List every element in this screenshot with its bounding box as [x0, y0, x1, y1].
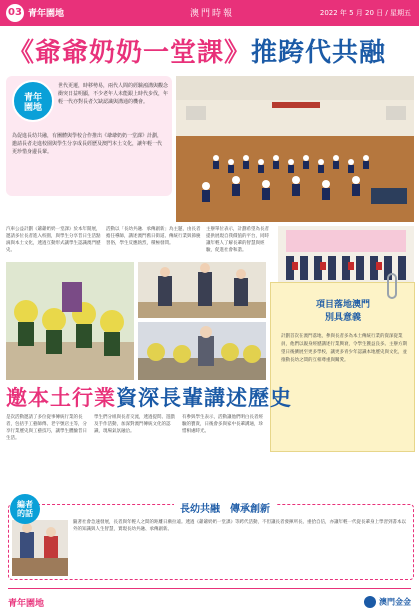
- body-text-col2: 活動以「長幼共融．承傳創新」為主題，由長者擔任導師，講述澳門舊日街道、傳統行業與節慶習俗，學生反應熱烈，積極發問。: [106, 227, 201, 246]
- section2-part2: 資深長輩講述歷史: [116, 386, 292, 410]
- section-number: 03: [6, 4, 24, 22]
- photo-elder-with-students: [138, 322, 266, 380]
- intro-text: 世代更遷，時移勢易，兩代人間的經驗鴻溝與觀念衝突日益明顯，不少老年人未能跟上時代步伐，年輕一代亦對長者欠缺認識與溝通的機會。: [58, 83, 169, 105]
- intro-text-continued: 為促進長幼共融，有團體與學校合作推出《爺爺奶奶一堂課》計劃，邀請長者走進校園與學生分享成長經歷及澳門本土文化，讓年輕一代更珍惜身邊長輩。: [12, 133, 163, 155]
- section2-part1: 邀本土行業: [6, 386, 116, 410]
- editorial-box: [8, 504, 414, 580]
- footer-section: 青年園地: [8, 599, 45, 609]
- masthead: 澳門時報: [190, 9, 235, 19]
- youth-corner-badge: [12, 80, 54, 122]
- logo-icon: [364, 596, 376, 608]
- memo-text: 計劃首次在澳門落地，參與長者多為本土傳統行業的資深從業員，他們以親身經歷講述行業興衰，令學生獲益良多。主辦方期望日後擴展至更多學校，讓更多青少年認識本地歷史與文化，並推動長幼之間的互相尊重與關愛。: [281, 334, 407, 363]
- photo-elder-speaking: [138, 262, 266, 318]
- intro-box: [6, 76, 172, 196]
- body-text-col1: 汽車公益計劃《爺爺奶奶一堂課》於本年開展，邀請多位長者進入校園，與學生分享昔日生活點滴與本土文化，透過互動形式讓學生認識澳門歷史。: [6, 227, 101, 253]
- badge-label: 青年 園地: [23, 93, 42, 113]
- photo-students-activity: [6, 262, 134, 380]
- section-header-bar: [0, 0, 419, 26]
- paperclip-icon: [387, 273, 397, 299]
- hero-photo-school-hall: [176, 76, 414, 222]
- memo-title-line1: 項目落地澳門: [315, 300, 370, 310]
- body2-text-col3: 有參與學生表示，活動讓他們明白長者經驗的寶貴，日後會多與家中長輩溝通，珍惜相處時光。: [182, 415, 263, 434]
- memo-note: [270, 282, 415, 452]
- memo-title: [283, 299, 403, 325]
- headline-part1: 《爺爺奶奶一堂課》: [8, 38, 252, 68]
- section-title: 青年園地: [28, 9, 65, 19]
- body-text-col3: 主辦單位表示，計劃希望為長者提供展現自我價值的平台，同時讓年輕人了解長輩的智慧與經驗，促進社會和諧。: [206, 227, 269, 253]
- page-footer: [0, 590, 419, 616]
- editorial-title: 長幼共融 傳承創新: [174, 500, 276, 515]
- page-headline: [8, 32, 418, 72]
- editorial-text: 隨著社會急速發展，長者與年輕人之間的距離日漸拉遠。透過《爺爺奶奶一堂課》等跨代活動，不但讓長者發揮所長、重拾自信，亦讓年輕一代從長輩身上學習到書本以外的知識與人生智慧，實現長幼共融、承傳創新。: [73, 520, 406, 532]
- footer-logo: [364, 596, 411, 608]
- editorial-badge: 編者 的話: [10, 494, 40, 524]
- headline-part2: 推跨代共融: [251, 38, 387, 68]
- body2-text-col1: 是次活動邀請了多位從事傳統行業的長者，包括手工藝師傅、老字號店主等，分享行業歷史與工藝技巧，讓學生體驗昔日生活。: [6, 415, 87, 441]
- issue-date: 2022 年 5 月 20 日 / 星期五: [319, 9, 411, 17]
- section2-headline: [6, 382, 292, 410]
- memo-title-line2: 別具意義: [324, 313, 361, 323]
- body2-text-col2: 學生們分組與長者交流，透過提問、遊戲及手作活動，加深對澳門傳統文化的認識，現場氣氛融洽。: [94, 415, 175, 434]
- footer-divider: [8, 588, 411, 589]
- footer-logo-text: 澳門金金: [379, 597, 411, 607]
